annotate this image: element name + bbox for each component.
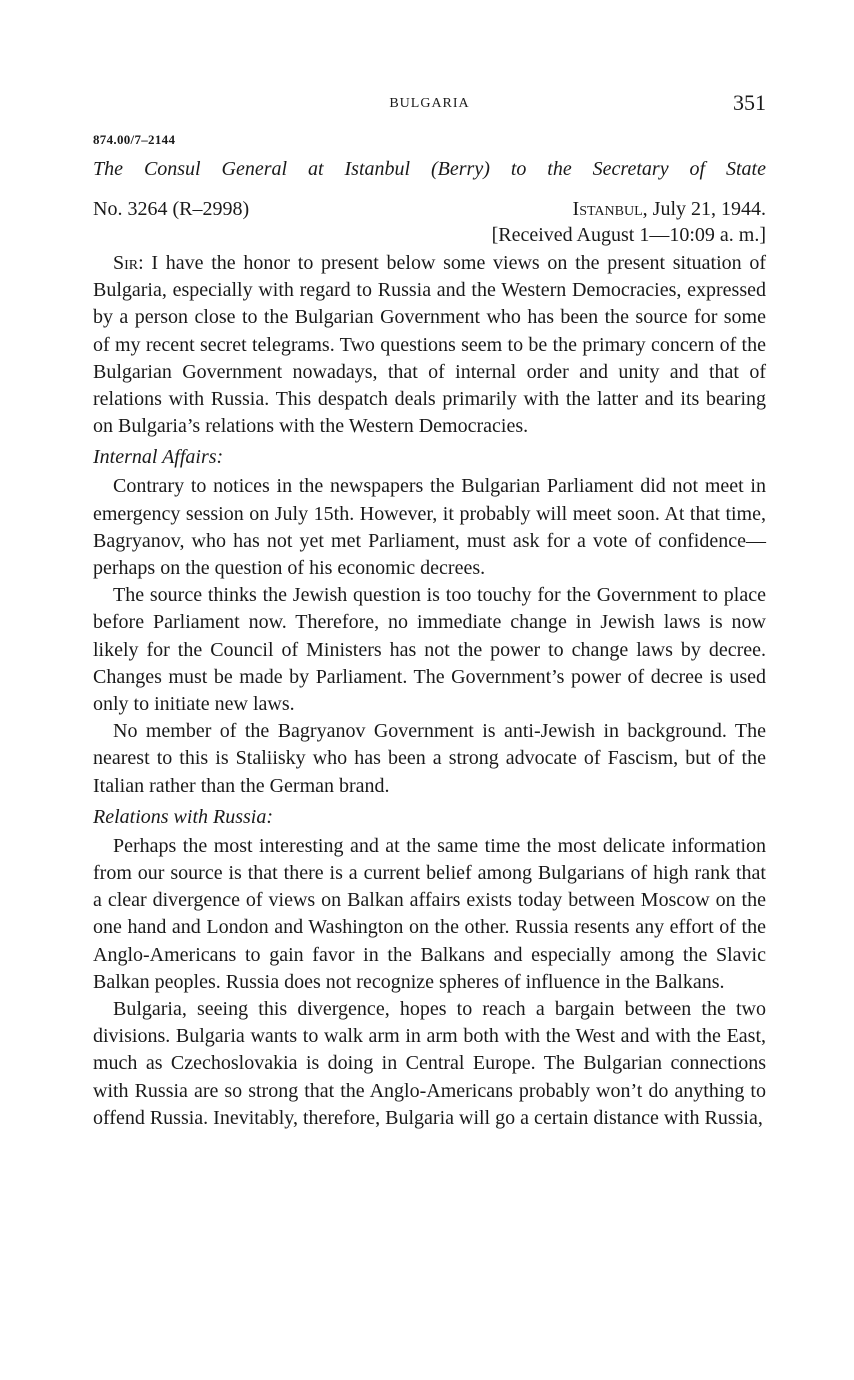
letter-body xyxy=(93,250,766,1132)
intro-text: I have the honor to present below some views on the present situation of Bulgaria, especially with regard to Russia and the Western Democracies, expressed by a person close to the Bulgarian Government who has been the source for some of my recent secret telegrams. Two questions seem to be the primary concern of the Bulgarian Government nowadays, that of internal order and unity and that of relations with Russia. This despatch deals primarily with the latter and its bearing on Bulgaria’s relations with the Western Democracies. xyxy=(93,252,766,438)
page-number: 351 xyxy=(733,90,766,115)
paragraph: The source thinks the Jewish question is too touchy for the Government to place before Parliament now. Therefore, no immediate change in Jewish laws is now likely for the Council of Ministers has not the power to change laws by decree. Changes must be made by Parliament. The Government’s power of decree is used only to initiate new laws. xyxy=(93,584,766,716)
paragraph: Perhaps the most interesting and at the same time the most delicate information from our source is that there is a current belief among Bulgarians of high rank that a clear divergence of views on Balkan affairs exists today between Moscow on the one hand and London and Washington on the other. Russia resents any effort of the Anglo-Americans to gain favor in the Balkans and especially among the Slavic Balkan peoples. Russia does not recognize spheres of influence in the Balkans. xyxy=(93,834,766,993)
received-note: [Received August 1—10:09 a. m.] xyxy=(491,224,766,246)
document-date: July 21, 1944. xyxy=(652,198,766,220)
paragraph: No member of the Bagryanov Government is anti-Jewish in background. The nearest to this is Staliisky who has been a strong advocate of Fascism, but of the Italian rather than the German brand. xyxy=(93,720,766,797)
salutation: Sir: xyxy=(113,252,144,274)
section-heading-relations-with-russia: Relations with Russia: xyxy=(93,805,273,828)
document-number: No. 3264 (R–2998) xyxy=(93,198,250,220)
running-head xyxy=(93,84,766,124)
running-title: BULGARIA xyxy=(389,96,470,111)
place-date xyxy=(573,196,766,222)
file-number: 874.00/7–2144 xyxy=(93,132,176,147)
paragraph: Bulgaria, seeing this divergence, hopes to reach a bargain between the two divisions. Bulgaria wants to walk arm in arm both with the West and with the East, much as Czechoslovakia is doing in Central Europe. The Bulgarian connections with Russia are so strong that the Anglo-Americans probably won’t do anything to offend Russia. Inevitably, therefore, Bulgaria will go a certain distance with Russia, xyxy=(93,998,766,1129)
document-meta xyxy=(93,196,766,248)
document-page xyxy=(93,84,766,1132)
place-name: Istanbul, xyxy=(572,198,648,220)
document-title: The Consul General at Istanbul (Berry) to the Secretary of State xyxy=(93,158,766,180)
section-heading-internal-affairs: Internal Affairs: xyxy=(93,446,224,469)
paragraph: Contrary to notices in the newspapers the Bulgarian Parliament did not meet in emergency session on July 15th. However, it probably will meet soon. At that time, Bagryanov, who has not yet met Parliament, must ask for a vote of confidence—perhaps on the question of his economic decrees. xyxy=(93,475,766,580)
intro-paragraph xyxy=(93,250,766,440)
